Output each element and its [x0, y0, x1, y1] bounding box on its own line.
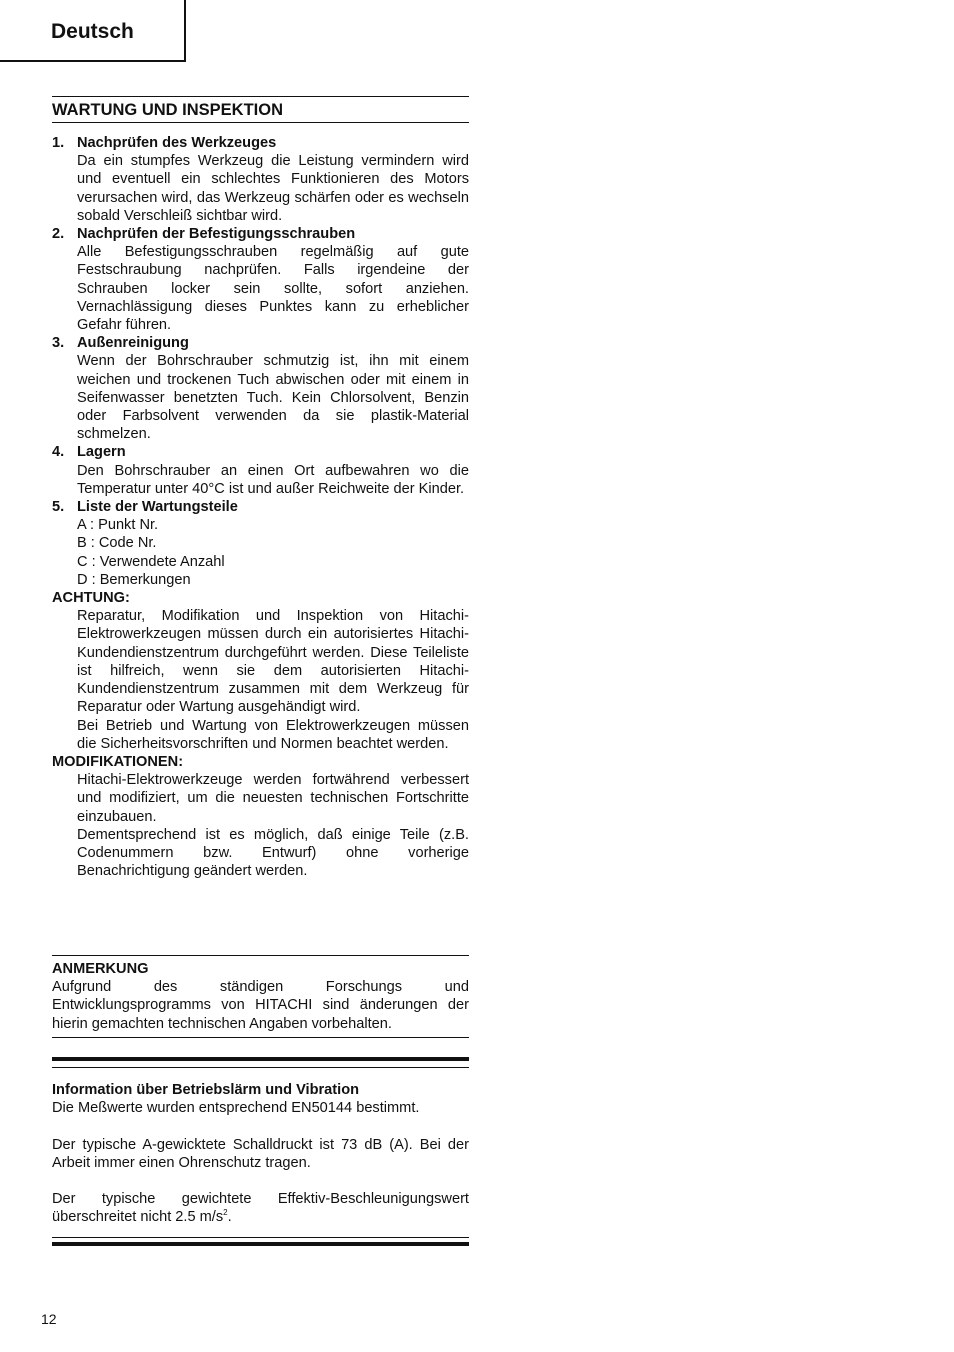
item-number: 3.	[52, 335, 65, 352]
item-number: 2.	[52, 226, 65, 243]
list-item	[52, 443, 469, 498]
parts-legend-entry: D : Bemerkungen	[77, 571, 191, 588]
noise-title: Information über Betriebslärm und Vibration	[52, 1082, 360, 1098]
achtung-paragraph: Bei Betrieb und Wartung von Elektrowerkzeugen müssen die Sicherheitsvorschriften und Normen beachtet werden.	[77, 717, 469, 752]
parts-legend-entry: A : Punkt Nr.	[77, 517, 159, 534]
vibration-text	[52, 1190, 469, 1226]
sentence-end: .	[227, 1209, 232, 1226]
modifikationen-paragraph: Hitachi-Elektrowerkzeuge werden fortwährend verbessert und modifiziert, um die neuesten technischen Fortschritte einzubauen.	[77, 772, 469, 825]
achtung-label: ACHTUNG:	[52, 590, 130, 607]
note-text: Aufgrund des ständigen Forschungs und Entwicklungsprogramms von HITACHI sind änderungen der hierin gemachten technischen Angaben vorbehalten.	[52, 979, 469, 1032]
item-text: Den Bohrschrauber an einen Ort aufbewahren wo die Temperatur unter 40°C ist und außer Reichweite der Kinder.	[77, 462, 469, 497]
list-item	[52, 134, 469, 225]
end-thin-rule	[52, 1237, 469, 1238]
list-item	[52, 225, 469, 334]
achtung-paragraph: Reparatur, Modifikation und Inspektion von Hitachi-Elektrowerkzeugen müssen durch ein autorisiertes Hitachi-Kundendienstzentrum durchgeführt werden. Diese Teileliste ist hilfreich, wenn sie dem autorisierten Hitachi-Kundendienstzentrum zusammen mit dem Werkzeug für Reparatur oder Wartung ausgehändigt wird.	[77, 608, 469, 716]
language-label: Deutsch	[51, 20, 134, 43]
parts-legend-entry: C : Verwendete Anzahl	[77, 553, 225, 570]
modifikationen-label: MODIFIKATIONEN:	[52, 753, 184, 770]
note-box	[52, 960, 469, 1033]
section-heading: WARTUNG UND INSPEKTION	[52, 101, 283, 119]
end-thick-rule	[52, 1242, 469, 1246]
noise-section	[52, 1081, 469, 1227]
item-number: 4.	[52, 444, 65, 461]
item-title: Nachprüfen der Befestigungsschrauben	[77, 226, 356, 243]
language-tab	[0, 0, 186, 62]
item-text: Da ein stumpfes Werkzeug die Leistung vermindern wird und eventuell ein schlechtes Funktionieren des Motors verursachen wird, das Werkzeug schärfen oder es wechseln sobald Verschleiß sichtbar wird.	[77, 153, 469, 224]
noise-text: Die Meßwerte wurden entsprechend EN50144 bestimmt.	[52, 1100, 420, 1117]
unit-exponent: 2	[223, 1208, 228, 1218]
heading-bottom-rule	[52, 122, 469, 123]
item-text: Alle Befestigungsschrauben regelmäßig auf gute Festschraubung nachprüfen. Falls irgendeine der Schrauben locker sein sollte, sofort anziehen. Vernachlässigung dieses Punktes kann zu erheblicher Gefahr führen.	[77, 244, 469, 334]
vibration-value-text: Der typische gewichtete Effektiv-Beschleunigungswert überschreitet nicht 2.5 m/s	[52, 1191, 469, 1226]
heading-top-rule	[52, 96, 469, 97]
thin-divider	[52, 1067, 469, 1068]
maintenance-section	[52, 134, 469, 880]
list-item	[52, 498, 469, 589]
modifikationen-paragraph: Dementsprechend ist es möglich, daß einige Teile (z.B. Codenummern bzw. Entwurf) ohne vorherige Benachrichtigung geändert werden.	[77, 826, 469, 880]
parts-legend-entry: B : Code Nr.	[77, 535, 157, 552]
item-title: Außenreinigung	[77, 335, 189, 352]
list-item	[52, 334, 469, 443]
item-text: Wenn der Bohrschrauber schmutzig ist, ihn mit einem weichen und trockenen Tuch abwischen oder mit einem in Seifenwasser benetzten Tuch. Kein Chlorsolvent, Benzin oder Farbsolvent verwenden da sie plastik-Material schmelzen.	[77, 353, 469, 443]
note-top-rule	[52, 955, 469, 956]
thick-divider	[52, 1057, 469, 1061]
note-label: ANMERKUNG	[52, 961, 149, 977]
item-title: Nachprüfen des Werkzeuges	[77, 135, 277, 151]
page-number: 12	[41, 1311, 57, 1327]
item-number: 1.	[52, 135, 65, 151]
item-title: Lagern	[77, 444, 126, 461]
item-title: Liste der Wartungsteile	[77, 499, 238, 516]
note-bottom-rule	[52, 1037, 469, 1038]
item-number: 5.	[52, 499, 65, 516]
noise-text: Der typische A-gewicktete Schalldruckt ist 73 dB (A). Bei der Arbeit immer einen Ohrenschutz tragen.	[52, 1136, 469, 1171]
